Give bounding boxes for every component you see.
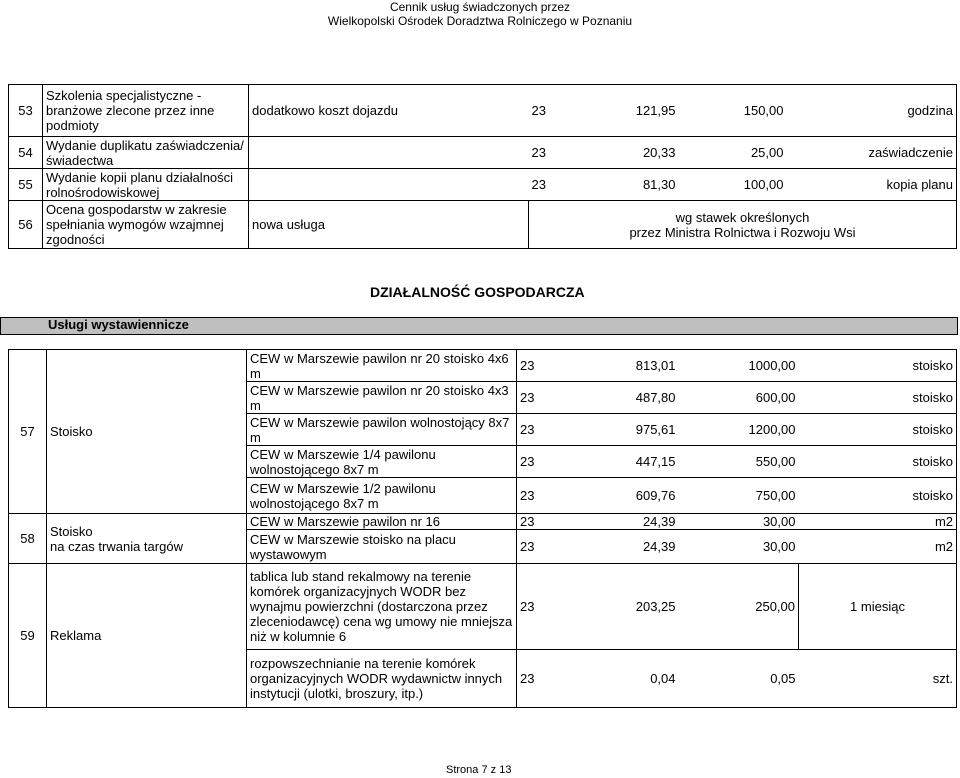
unit: stoisko (799, 478, 957, 514)
vat-rate: 23 (529, 137, 589, 169)
net-price: 609,76 (569, 478, 679, 514)
net-price: 121,95 (589, 85, 679, 137)
net-price: 24,39 (569, 514, 679, 530)
gross-price: 150,00 (679, 85, 787, 137)
section-title: DZIAŁALNOŚĆ GOSPODARCZA (370, 284, 585, 300)
unit: m2 (799, 514, 957, 530)
net-price: 975,61 (569, 414, 679, 446)
service-note (249, 137, 529, 169)
row-number: 55 (9, 169, 43, 201)
vat-rate: 23 (529, 85, 589, 137)
net-price: 24,39 (569, 530, 679, 564)
price-note (529, 201, 957, 249)
service-name-line-2: na czas trwania targów (50, 538, 183, 554)
table-row (9, 85, 957, 137)
vat-rate: 23 (517, 564, 569, 650)
vat-rate: 23 (517, 514, 569, 530)
service-name: Szkolenia specjalistyczne - branżowe zlecone przez inne podmioty (43, 85, 249, 137)
net-price: 447,15 (569, 446, 679, 478)
gross-price: 1200,00 (679, 414, 799, 446)
header-line-2: Wielkopolski Ośrodek Doradztwa Rolniczego w Poznaniu (327, 14, 633, 28)
gross-price: 250,00 (679, 564, 799, 650)
subsection-title: Usługi wystawiennicze (48, 317, 189, 332)
service-name-line-1: Stoisko (50, 523, 93, 539)
page-number: Strona 7 z 13 (446, 764, 512, 776)
net-price: 0,04 (569, 650, 679, 708)
top-price-table (8, 84, 957, 249)
page-header (0, 0, 960, 28)
service-name: Reklama (47, 564, 247, 708)
item-description: tablica lub stand rekalmowy na terenie komórek organizacyjnych WODR bez wynajmu powierzchni (dostarczona przez zleceniodawcę) cena wg umowy nie mniejsza niż w kolumnie 6 (247, 564, 517, 650)
unit: godzina (787, 85, 957, 137)
gross-price: 25,00 (679, 137, 787, 169)
unit: szt. (799, 650, 957, 708)
item-description: CEW w Marszewie pawilon nr 20 stoisko 4x3 m (247, 382, 517, 414)
service-name (47, 514, 247, 564)
vat-rate: 23 (517, 382, 569, 414)
service-note: dodatkowo koszt dojazdu (249, 85, 529, 137)
net-price: 81,30 (589, 169, 679, 201)
unit: stoisko (799, 414, 957, 446)
gross-price: 100,00 (679, 169, 787, 201)
gross-price: 30,00 (679, 530, 799, 564)
unit: 1 miesiąc (799, 564, 957, 650)
item-description: CEW w Marszewie pawilon wolnostojący 8x7 m (247, 414, 517, 446)
price-note-line-1: wg stawek określonych (675, 209, 810, 225)
gross-price: 550,00 (679, 446, 799, 478)
table-row (9, 201, 957, 249)
service-name: Stoisko (47, 350, 247, 514)
row-number: 53 (9, 85, 43, 137)
net-price: 203,25 (569, 564, 679, 650)
item-description: rozpowszechnianie na terenie komórek organizacyjnych WODR wydawnictw innych instytucji (ulotki, broszury, itp.) (247, 650, 517, 708)
gross-price: 30,00 (679, 514, 799, 530)
vat-rate: 23 (517, 414, 569, 446)
net-price: 20,33 (589, 137, 679, 169)
table-row (9, 137, 957, 169)
table-row (9, 514, 957, 530)
item-description: CEW w Marszewie 1/4 pawilonu wolnostojącego 8x7 m (247, 446, 517, 478)
vat-rate: 23 (517, 478, 569, 514)
gross-price: 750,00 (679, 478, 799, 514)
unit: stoisko (799, 350, 957, 382)
vat-rate: 23 (517, 446, 569, 478)
net-price: 813,01 (569, 350, 679, 382)
table-row (9, 169, 957, 201)
price-note-line-2: przez Ministra Rolnictwa i Rozwoju Wsi (629, 224, 856, 240)
unit: stoisko (799, 446, 957, 478)
unit: m2 (799, 530, 957, 564)
vat-rate: 23 (517, 650, 569, 708)
service-note (249, 169, 529, 201)
unit: stoisko (799, 382, 957, 414)
gross-price: 0,05 (679, 650, 799, 708)
row-number: 56 (9, 201, 43, 249)
item-description: CEW w Marszewie pawilon nr 20 stoisko 4x6 m (247, 350, 517, 382)
vat-rate: 23 (529, 169, 589, 201)
header-line-1: Cennik usług świadczonych przez (389, 0, 571, 14)
row-number: 57 (9, 350, 47, 514)
service-name: Wydanie kopii planu działalności rolnośrodowiskowej (43, 169, 249, 201)
service-name: Ocena gospodarstw w zakresie spełniania wymogów wzajmnej zgodności (43, 201, 249, 249)
exhibition-price-table (8, 349, 957, 708)
unit: kopia planu (787, 169, 957, 201)
table-row (9, 564, 957, 650)
net-price: 487,80 (569, 382, 679, 414)
item-description: CEW w Marszewie 1/2 pawilonu wolnostojącego 8x7 m (247, 478, 517, 514)
service-name: Wydanie duplikatu zaświadczenia/świadectwa (43, 137, 249, 169)
vat-rate: 23 (517, 530, 569, 564)
vat-rate: 23 (517, 350, 569, 382)
row-number: 58 (9, 514, 47, 564)
row-number: 54 (9, 137, 43, 169)
item-description: CEW w Marszewie pawilon nr 16 (247, 514, 517, 530)
gross-price: 1000,00 (679, 350, 799, 382)
unit: zaświadczenie (787, 137, 957, 169)
item-description: CEW w Marszewie stoisko na placu wystawowym (247, 530, 517, 564)
row-number: 59 (9, 564, 47, 708)
service-note: nowa usługa (249, 201, 529, 249)
gross-price: 600,00 (679, 382, 799, 414)
table-row (9, 350, 957, 382)
